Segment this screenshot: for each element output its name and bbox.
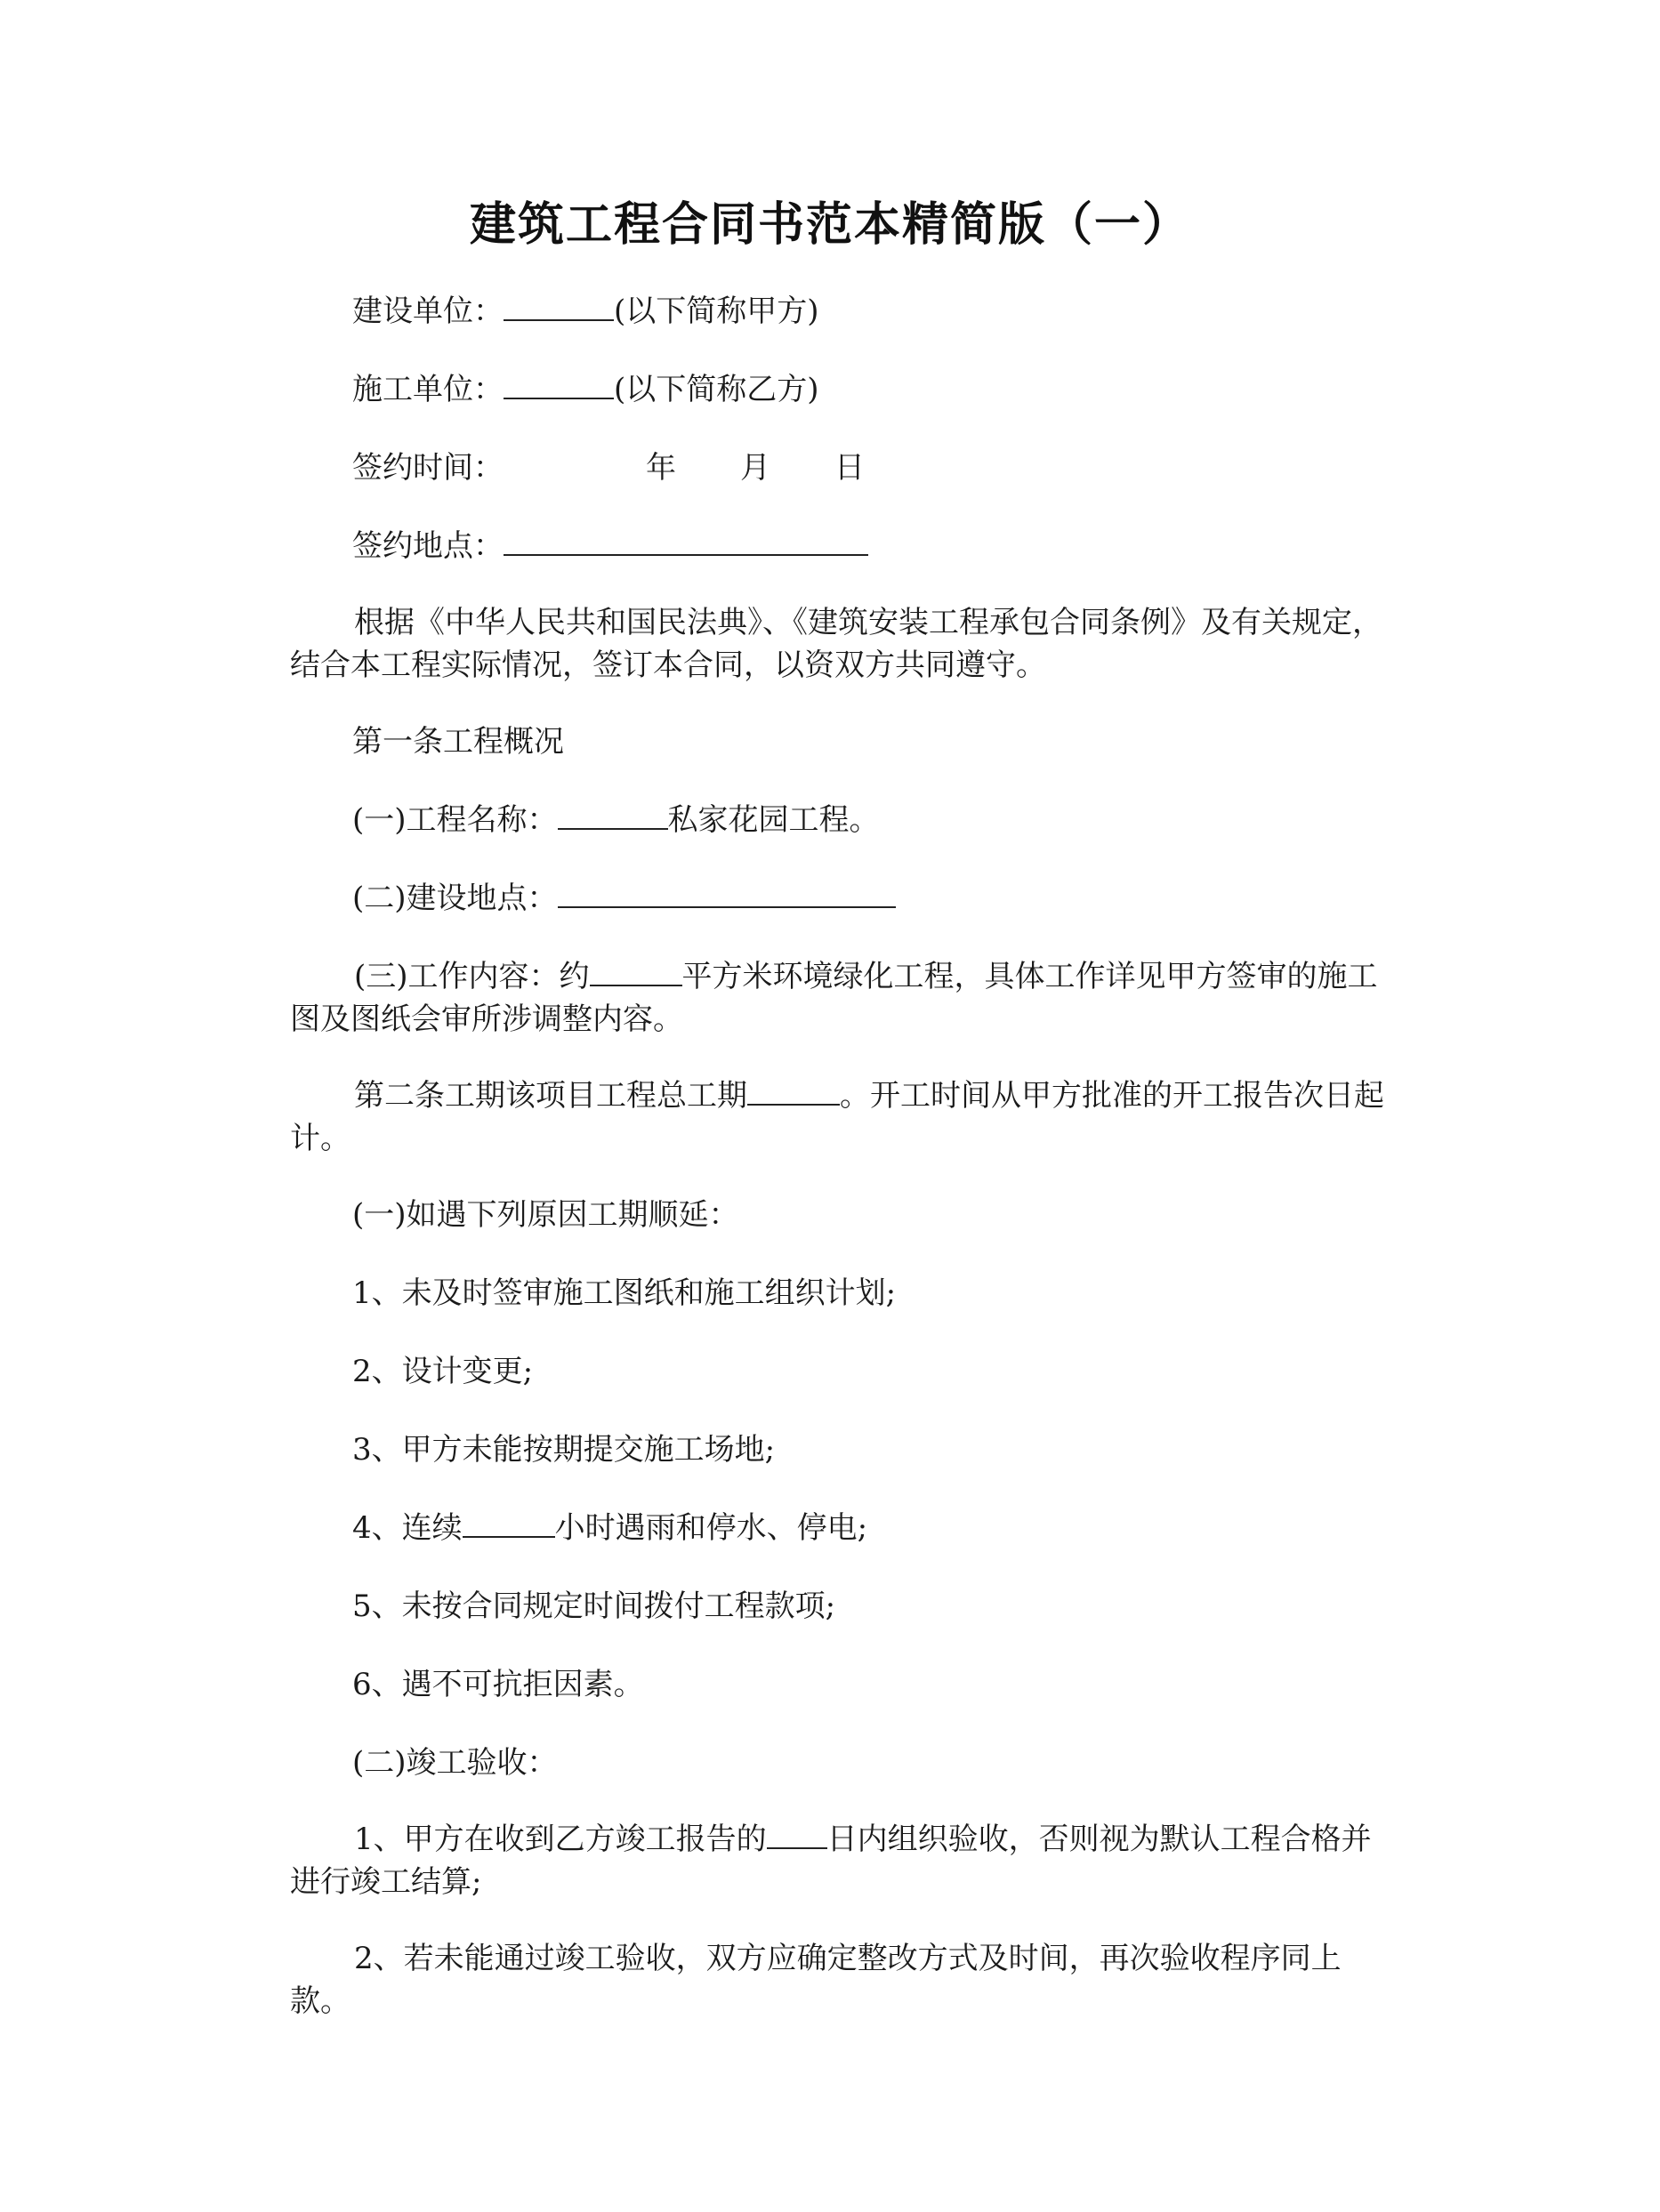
sign-place-blank (504, 527, 868, 556)
area-blank (590, 958, 682, 986)
project-name-line (352, 799, 880, 841)
project-name-label: (一)工程名称： (352, 802, 558, 838)
rain-hours-blank (463, 1509, 555, 1538)
article2-prefix: 第二条工期该项目工程总工期 (354, 1078, 747, 1114)
party-b-suffix: (以下简称乙方) (614, 372, 819, 407)
work-content-paragraph (290, 955, 1393, 1041)
work-content-prefix: (三)工作内容：约 (354, 959, 590, 994)
duration-blank (747, 1077, 840, 1106)
day-label: 日 (834, 450, 865, 486)
construction-site-blank (558, 880, 896, 908)
acceptance-days-blank (767, 1821, 827, 1849)
sign-place-label: 签约地点： (352, 528, 504, 564)
delay-item-6: 6、遇不可抗拒因素。 (352, 1667, 644, 1702)
delay-heading: (一)如遇下列原因工期顺延： (352, 1197, 739, 1233)
party-a-label: 建设单位： (352, 294, 504, 329)
intro-paragraph: 根据《中华人民共和国民法典》、《建筑安装工程承包合同条例》及有关规定，结合本工程实际情况，签订本合同，以资双方共同遵守。 (290, 605, 1382, 683)
delay-item-4-suffix: 小时遇雨和停水、停电; (554, 1510, 868, 1546)
delay-item-4-prefix: 4、连续 (352, 1510, 463, 1546)
delay-item-1: 1、未及时签审施工图纸和施工组织计划; (352, 1275, 897, 1311)
acceptance-item-1-prefix: 1、甲方在收到乙方竣工报告的 (354, 1822, 767, 1857)
project-name-blank (558, 801, 668, 830)
sign-place-line (352, 525, 868, 567)
year-label: 年 (646, 450, 676, 486)
party-a-blank (504, 293, 614, 321)
sign-time-label: 签约时间： (352, 450, 504, 486)
acceptance-item-1-suffix: 日内组织验收，否则视为默认工程合格并进行竣工结算; (290, 1822, 1372, 1900)
party-b-line (352, 368, 819, 411)
construction-site-label: (二)建设地点： (352, 881, 558, 916)
document-title: 建筑工程合同书范本精简版（一） (469, 197, 1190, 252)
article1-heading: 第一条工程概况 (352, 724, 564, 760)
month-label: 月 (740, 450, 770, 486)
work-content-suffix: 平方米环境绿化工程，具体工作详见甲方签审的施工图及图纸会审所涉调整内容。 (290, 959, 1378, 1037)
acceptance-item-1 (290, 1818, 1393, 1903)
construction-site-line (352, 877, 896, 920)
party-b-label: 施工单位： (352, 372, 504, 407)
acceptance-heading: (二)竣工验收： (352, 1745, 558, 1781)
delay-item-4 (352, 1507, 867, 1549)
project-name-value: 私家花园工程。 (667, 802, 880, 838)
sign-time-line (352, 446, 865, 489)
article2-suffix: 。开工时间从甲方批准的开工报告次日起计。 (290, 1078, 1384, 1156)
party-a-line (352, 290, 819, 333)
delay-item-2: 2、设计变更; (352, 1354, 534, 1389)
article2-paragraph (290, 1074, 1393, 1160)
party-a-suffix: (以下简称甲方) (614, 294, 819, 329)
delay-item-5: 5、未按合同规定时间拨付工程款项; (352, 1589, 836, 1624)
acceptance-item-2: 2、若未能通过竣工验收，双方应确定整改方式及时间，再次验收程序同上款。 (290, 1941, 1342, 2019)
delay-item-3: 3、甲方未能按期提交施工场地; (352, 1432, 776, 1468)
party-b-blank (504, 371, 614, 399)
